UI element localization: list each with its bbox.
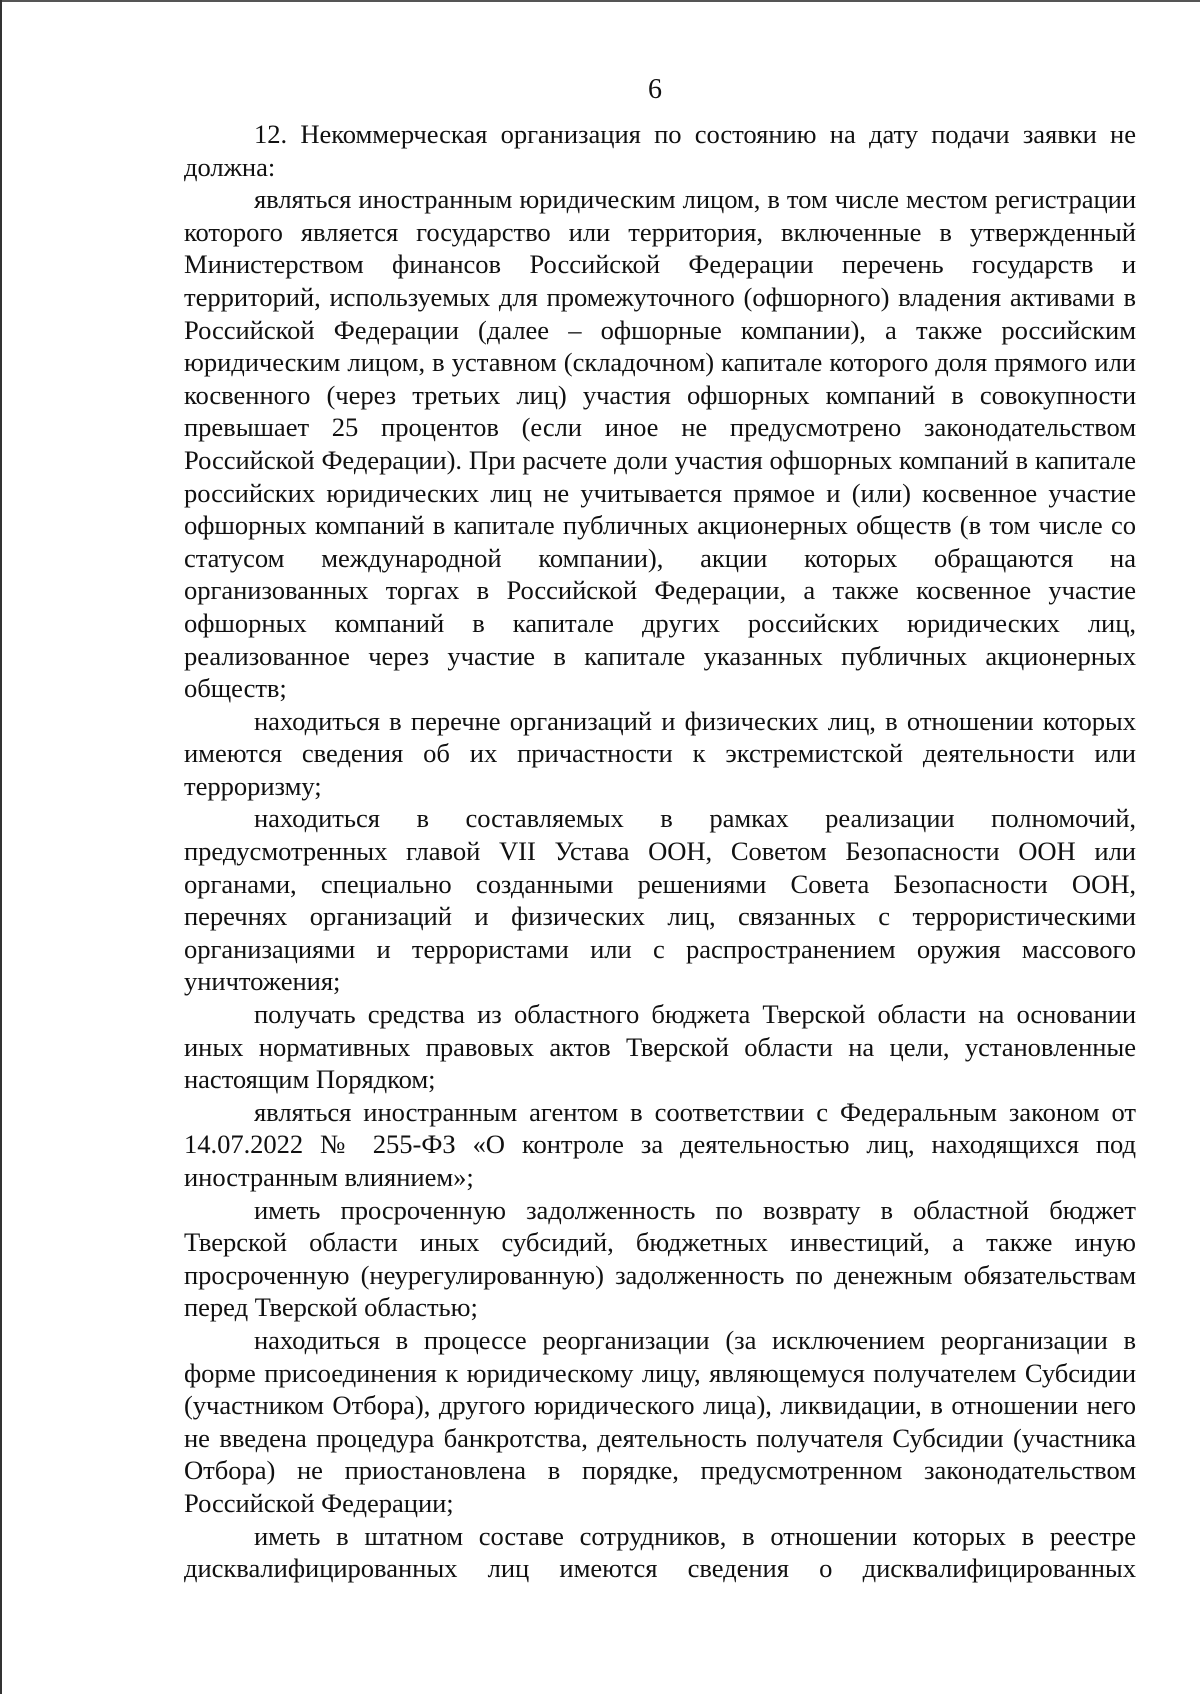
paragraph-regional-budget-funds: получать средства из областного бюджета Тверской области на основании иных нормативных правовых актов Тверской области на цели, установленные настоящим Порядком; xyxy=(184,999,1136,1095)
page-number: 6 xyxy=(648,74,662,105)
paragraph-reorganization: находиться в процессе реорганизации (за исключением реорганизации в форме присоединения к юридическому лицу, являющемуся получателем Субсидии (участником Отбора), другого юридического лица), ликвидации, в отношении него не введена процедура банкротства, деятельность получателя Субсидии (участника Отбора) не приостановлена в порядке, предусмотренном законодательством Российской Федерации; xyxy=(184,1324,1136,1518)
paragraph-foreign-agent: являться иностранным агентом в соответствии с Федеральным законом от 14.07.2022 № 255-ФЗ «О контроле за деятельностью лиц, находящихся под иностранным влиянием»; xyxy=(184,1096,1136,1192)
paragraph-un-security-council-list: находиться в составляемых в рамках реализации полномочий, предусмотренных главой VII Устава ООН, Советом Безопасности ООН или органами, специально созданными решениями Совета Безопасности ООН, перечнях организаций и физических лиц, связанных с террористическими организациями и террористами или с распространением оружия массового уничтожения; xyxy=(184,803,1136,997)
paragraph-extremism-list: находиться в перечне организаций и физических лиц, в отношении которых имеются сведения об их причастности к экстремистской деятельности или терроризму; xyxy=(184,705,1136,801)
paragraph-disqualified-persons: иметь в штатном составе сотрудников, в отношении которых в реестре дисквалифицированных лиц имеются сведения о дисквалифицированных xyxy=(184,1520,1136,1584)
paragraph-clause-12-intro: 12. Некоммерческая организация по состоянию на дату подачи заявки не должна: xyxy=(184,119,1136,182)
paragraph-overdue-debt: иметь просроченную задолженность по возврату в областной бюджет Тверской области иных субсидий, бюджетных инвестиций, а также иную просроченную (неурегулированную) задолженность по денежным обязательствам перед Тверской областью; xyxy=(184,1194,1136,1323)
document-body xyxy=(184,118,1136,1585)
paragraph-foreign-legal-entity: являться иностранным юридическим лицом, в том числе местом регистрации которого является государство или территория, включенные в утвержденный Министерством финансов Российской Федерации перечень государств и территорий, используемых для промежуточного (офшорного) владения активами в Российской Федерации (далее – офшорные компании), а также российским юридическим лицом, в уставном (складочном) капитале которого доля прямого или косвенного (через третьих лиц) участия офшорных компаний в совокупности превышает 25 процентов (если иное не предусмотрено законодательством Российской Федерации). При расчете доли участия офшорных компаний в капитале российских юридических лиц не учитывается прямое и (или) косвенное участие офшорных компаний в капитале публичных акционерных обществ (в том числе со статусом международной компании), акции которых обращаются на организованных торгах в Российской Федерации, а также косвенное участие офшорных компаний в капитале других российских юридических лиц, реализованное через участие в капитале указанных публичных акционерных обществ; xyxy=(184,184,1136,704)
scan-edge-left xyxy=(0,0,2,1694)
scan-edge-top xyxy=(0,0,1200,2)
